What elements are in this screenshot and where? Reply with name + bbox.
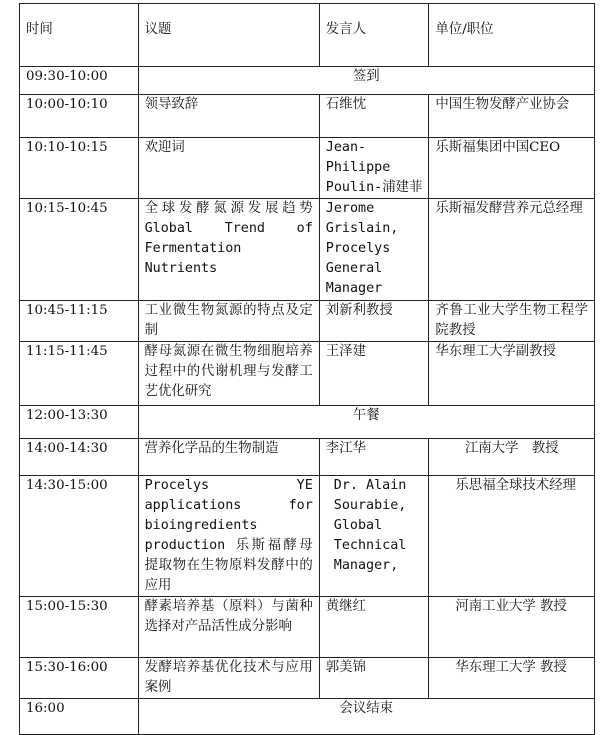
topic-cell: 全球发酵氮源发展趋势 Global Trend of Fermentation Nutrients: [138, 199, 319, 301]
affiliation-cell: 华东理工大学 教授: [429, 658, 595, 699]
speaker-cell: Jean-Philippe Poulin-浦建菲: [319, 138, 429, 199]
speaker-cell: 王泽建: [319, 342, 429, 406]
table-row: [20, 95, 595, 138]
affiliation-cell: 乐思福全球技术经理: [429, 476, 595, 597]
merged-cell: 签到: [138, 67, 594, 95]
time-cell: 09:30-10:00: [20, 67, 139, 95]
table-row: [20, 439, 595, 476]
table-row: [20, 301, 595, 342]
topic-cell: 领导致辞: [138, 95, 319, 138]
topic-cell: Procelys YE applications for bioingredients production 乐斯福酵母提取物在生物原料发酵中的应用: [138, 476, 319, 597]
header-topic: 议题: [138, 4, 319, 67]
topic-cell: 营养化学品的生物制造: [138, 439, 319, 476]
table-row: [20, 342, 595, 406]
topic-cell: 酵素培养基（原料）与菌种选择对产品活性成分影响: [138, 597, 319, 658]
time-cell: 10:15-10:45: [20, 199, 139, 301]
affiliation-cell: 乐斯福集团中国CEO: [429, 138, 595, 199]
table-row: [20, 658, 595, 699]
header-affiliation: 单位/职位: [429, 4, 595, 67]
affiliation-cell: 乐斯福发酵营养元总经理: [429, 199, 595, 301]
time-cell: 10:10-10:15: [20, 138, 139, 199]
affiliation-cell: 华东理工大学副教授: [429, 342, 595, 406]
time-cell: 15:00-15:30: [20, 597, 139, 658]
speaker-cell: 黄继红: [319, 597, 429, 658]
table-row: [20, 597, 595, 658]
topic-cell: 工业微生物氮源的特点及定制: [138, 301, 319, 342]
table-row: [20, 476, 595, 597]
time-cell: 14:00-14:30: [20, 439, 139, 476]
time-cell: 14:30-15:00: [20, 476, 139, 597]
affiliation-cell: 河南工业大学 教授: [429, 597, 595, 658]
speaker-cell: 刘新利教授: [319, 301, 429, 342]
speaker-cell: Jerome Grislain, Procelys General Manager: [319, 199, 429, 301]
time-cell: 10:45-11:15: [20, 301, 139, 342]
time-cell: 16:00: [20, 699, 139, 735]
table-row: [20, 699, 595, 735]
merged-cell: 会议结束: [138, 699, 594, 735]
header-row: [20, 4, 595, 67]
topic-cell: 酵母氮源在微生物细胞培养过程中的代谢机理与发酵工艺优化研究: [138, 342, 319, 406]
affiliation-cell: 江南大学 教授: [429, 439, 595, 476]
time-cell: 11:15-11:45: [20, 342, 139, 406]
table-row: [20, 199, 595, 301]
table-row: [20, 67, 595, 95]
table-row: [20, 138, 595, 199]
speaker-cell: 石维忱: [319, 95, 429, 138]
header-time: 时间: [20, 4, 139, 67]
agenda-table: [19, 3, 595, 735]
table-row: [20, 406, 595, 439]
header-speaker: 发言人: [319, 4, 429, 67]
time-cell: 15:30-16:00: [20, 658, 139, 699]
time-cell: 12:00-13:30: [20, 406, 139, 439]
time-cell: 10:00-10:10: [20, 95, 139, 138]
speaker-cell: 李江华: [319, 439, 429, 476]
affiliation-cell: 齐鲁工业大学生物工程学院教授: [429, 301, 595, 342]
speaker-cell: Dr. Alain Sourabie, Global Technical Manager,: [319, 476, 429, 597]
topic-cell: 欢迎词: [138, 138, 319, 199]
topic-cell: 发酵培养基优化技术与应用案例: [138, 658, 319, 699]
merged-cell: 午餐: [138, 406, 594, 439]
affiliation-cell: 中国生物发酵产业协会: [429, 95, 595, 138]
speaker-cell: 郭美锦: [319, 658, 429, 699]
